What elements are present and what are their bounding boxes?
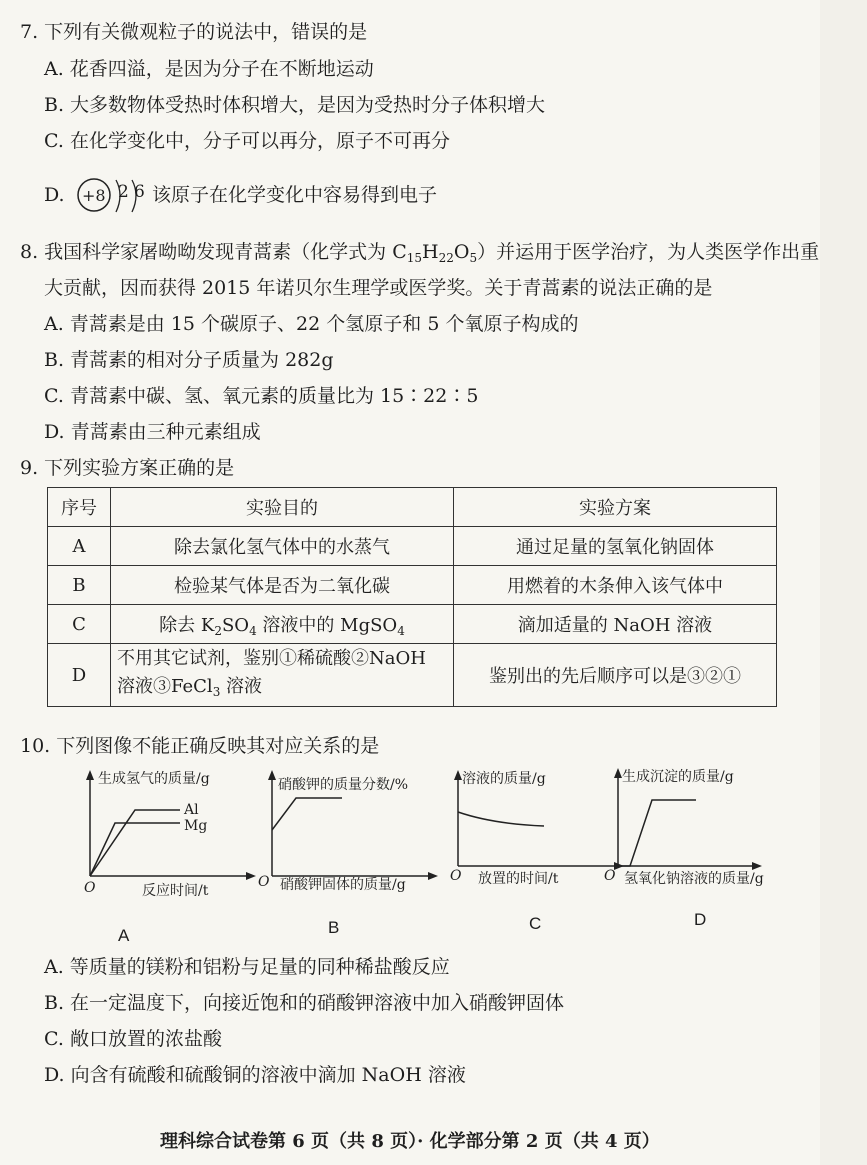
q10-stem: 10. 下列图像不能正确反映其对应关系的是	[20, 735, 380, 757]
graph-c-xlabel: 放置的时间/t	[478, 871, 559, 887]
graph-a-series-mg: Mg	[184, 818, 208, 834]
atom-shell-2: 6	[134, 182, 145, 202]
row-d-id: D	[48, 644, 111, 707]
graph-c-letter: C	[529, 914, 542, 933]
q8-option-c: C. 青蒿素中碳、氢、氧元素的质量比为 15∶22∶5	[44, 385, 479, 407]
graph-a-ylabel: 生成氢气的质量/g	[98, 771, 210, 787]
table-header-row	[48, 488, 777, 527]
graph-a-series-al: Al	[184, 802, 199, 818]
q9-stem: 9. 下列实验方案正确的是	[20, 457, 235, 479]
q7-option-d-label: D.	[44, 184, 65, 206]
q8-option-d: D. 青蒿素由三种元素组成	[44, 421, 261, 443]
graph-b-origin: O	[258, 874, 270, 890]
series-mg-line	[90, 823, 180, 876]
row-b-id: B	[48, 566, 111, 605]
graph-c-ylabel: 溶液的质量/g	[462, 771, 546, 787]
q10-option-c: C. 敞口放置的浓盐酸	[44, 1028, 222, 1050]
header-purpose: 实验目的	[111, 488, 454, 527]
graph-c-origin: O	[450, 868, 462, 884]
q7-option-a: A. 花香四溢，是因为分子在不断地运动	[44, 58, 374, 80]
graph-b-letter: B	[328, 918, 340, 937]
graph-d-letter: D	[694, 910, 707, 929]
graph-b-line	[272, 798, 342, 830]
series-al-line	[90, 810, 180, 876]
q7-option-d-text: 该原子在化学变化中容易得到电子	[152, 184, 438, 206]
q7-option-b: B. 大多数物体受热时体积增大，是因为受热时分子体积增大	[44, 94, 546, 116]
atom-nucleus-charge: +8	[82, 186, 106, 205]
row-c-purpose: 除去 $K_2SO_4$ 溶液中的 MgSO$_4$	[111, 605, 454, 644]
q8-option-a: A. 青蒿素是由 15 个碳原子、22 个氢原子和 5 个氧原子构成的	[44, 313, 579, 335]
graph-a-xlabel: 反应时间/t	[142, 883, 209, 899]
graph-b-ylabel: 硝酸钾的质量分数/%	[278, 777, 409, 793]
q10-option-a: A. 等质量的镁粉和铝粉与足量的同种稀盐酸反应	[44, 956, 450, 978]
atom-shell-1: 2	[118, 182, 129, 202]
graph-b	[258, 768, 442, 898]
graph-d-origin: O	[604, 868, 616, 884]
graph-d	[606, 766, 806, 896]
graph-a-origin: O	[84, 880, 96, 896]
q8-option-b: B. 青蒿素的相对分子质量为 282g	[44, 349, 334, 371]
row-d-purpose: 不用其它试剂，鉴别①稀硫酸②NaOH 溶液③FeCl$_3$ 溶液	[111, 644, 454, 707]
row-a-plan: 通过足量的氢氧化钠固体	[454, 527, 777, 566]
graph-d-ylabel: 生成沉淀的质量/g	[622, 769, 734, 785]
row-a-purpose: 除去氯化氢气体中的水蒸气	[111, 527, 454, 566]
row-a-id: A	[48, 527, 111, 566]
row-c-plan: 滴加适量的 NaOH 溶液	[454, 605, 777, 644]
q10-option-d: D. 向含有硫酸和硫酸铜的溶液中滴加 NaOH 溶液	[44, 1064, 466, 1086]
page-footer: 理科综合试卷第 6 页（共 8 页）· 化学部分第 2 页（共 4 页）	[160, 1131, 660, 1152]
graph-c-curve	[458, 812, 544, 826]
q8-stem-line1: 8. 我国科学家屠呦呦发现青蒿素（化学式为 $C_{15}H_{22}O_5$）并运用于医学治疗，为人类医学作出重	[20, 241, 820, 265]
graph-d-xlabel: 氢氧化钠溶液的质量/g	[624, 871, 764, 887]
q7-option-c: C. 在化学变化中，分子可以再分，原子不可再分	[44, 130, 450, 152]
graph-c	[448, 768, 628, 898]
graph-a	[80, 768, 260, 898]
table-row	[48, 527, 777, 566]
header-id: 序号	[48, 488, 111, 527]
row-b-plan: 用燃着的木条伸入该气体中	[454, 566, 777, 605]
table-row	[48, 644, 777, 707]
graph-d-line	[618, 800, 696, 866]
table-row	[48, 566, 777, 605]
row-c-id: C	[48, 605, 111, 644]
table-row	[48, 605, 777, 644]
q7-stem: 7. 下列有关微观粒子的说法中，错误的是	[20, 21, 368, 43]
header-plan: 实验方案	[454, 488, 777, 527]
row-b-purpose: 检验某气体是否为二氧化碳	[111, 566, 454, 605]
q10-option-b: B. 在一定温度下，向接近饱和的硝酸钾溶液中加入硝酸钾固体	[44, 992, 565, 1014]
q8-stem-line2: 大贡献，因而获得 2015 年诺贝尔生理学或医学奖。关于青蒿素的说法正确的是	[44, 277, 713, 299]
graph-a-letter: A	[118, 926, 130, 945]
row-d-plan: 鉴别出的先后顺序可以是③②①	[454, 644, 777, 707]
experiment-table	[47, 487, 777, 707]
graph-b-xlabel: 硝酸钾固体的质量/g	[280, 877, 406, 893]
